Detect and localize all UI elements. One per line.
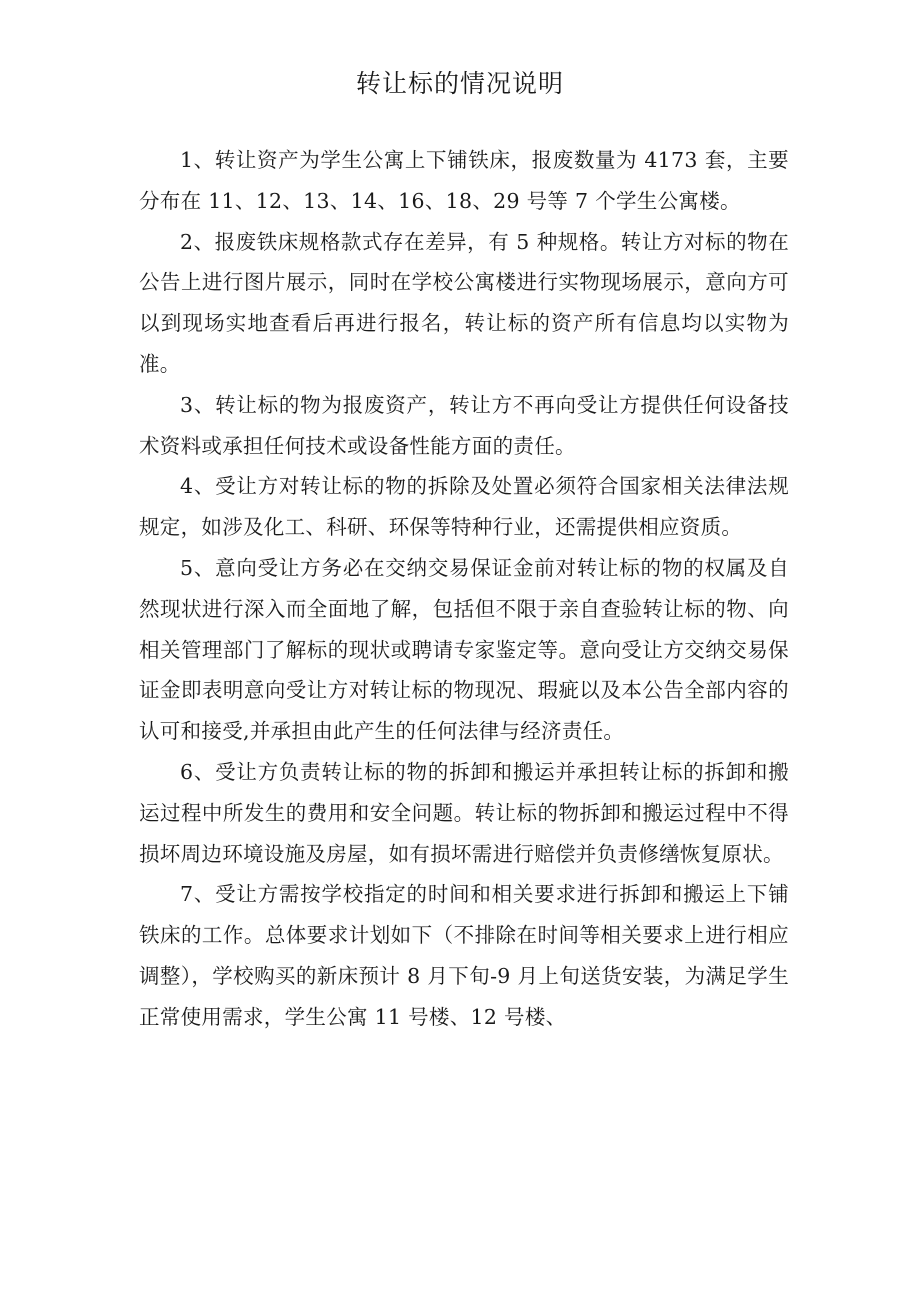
- paragraph-7: 7、受让方需按学校指定的时间和相关要求进行拆卸和搬运上下铺铁床的工作。总体要求计划如下（不排除在时间等相关要求上进行相应调整），学校购买的新床预计 8 月下旬-9 月上旬送货安装，为满足学生正常使用需求，学生公寓 11 号楼、12 号楼、: [139, 882, 789, 1029]
- document-title: 转让标的情况说明: [355, 69, 564, 98]
- paragraph-2: 2、报废铁床规格款式存在差异，有 5 种规格。转让方对标的物在公告上进行图片展示，同时在学校公寓楼进行实物现场展示，意向方可以到现场实地查看后再进行报名，转让标的资产所有信息均以实物为准。: [139, 229, 789, 376]
- document-body: [139, 140, 789, 1038]
- paragraph-4: 4、受让方对转让标的物的拆除及处置必须符合国家相关法律法规规定，如涉及化工、科研、环保等特种行业，还需提供相应资质。: [139, 474, 789, 540]
- paragraph-3: 3、转让标的物为报废资产，转让方不再向受让方提供任何设备技术资料或承担任何技术或设备性能方面的责任。: [139, 392, 789, 458]
- paragraph-6: 6、受让方负责转让标的物的拆卸和搬运并承担转让标的拆卸和搬运过程中所发生的费用和安全问题。转让标的物拆卸和搬运过程中不得损坏周边环境设施及房屋，如有损坏需进行赔偿并负责修缮恢复原状。: [139, 759, 789, 866]
- paragraph-1: 1、转让资产为学生公寓上下铺铁床，报废数量为 4173 套，主要分布在 11、12、13、14、16、18、29 号等 7 个学生公寓楼。: [139, 148, 789, 213]
- paragraph-5: 5、意向受让方务必在交纳交易保证金前对转让标的物的权属及自然现状进行深入而全面地了解，包括但不限于亲自查验转让标的物、向相关管理部门了解标的现状或聘请专家鉴定等。意向受让方交纳交易保证金即表明意向受让方对转让标的物现况、瑕疵以及本公告全部内容的认可和接受,并承担由此产生的任何法律与经济责任。: [139, 555, 789, 744]
